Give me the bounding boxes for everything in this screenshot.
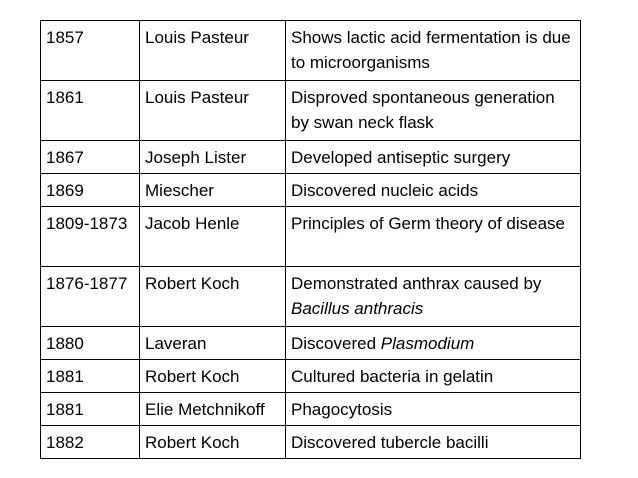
event-italic-text: Plasmodium xyxy=(380,334,475,353)
table-row xyxy=(41,21,581,81)
year-cell: 1882 xyxy=(41,426,140,459)
table-row xyxy=(41,174,581,207)
event-italic-text: Bacillus anthracis xyxy=(291,299,424,318)
year-cell: 1881 xyxy=(41,360,140,393)
event-cell: Principles of Germ theory of disease xyxy=(286,207,581,267)
event-cell: Developed antiseptic surgery xyxy=(286,141,581,174)
event-cell xyxy=(286,327,581,360)
year-cell: 1857 xyxy=(41,21,140,81)
year-cell: 1876-1877 xyxy=(41,267,140,327)
person-cell: Robert Koch xyxy=(140,360,286,393)
table-row xyxy=(41,327,581,360)
history-table xyxy=(40,20,581,459)
event-cell: Shows lactic acid fermentation is due to microorganisms xyxy=(286,21,581,81)
person-cell: Laveran xyxy=(140,327,286,360)
table-row xyxy=(41,81,581,141)
person-cell: Louis Pasteur xyxy=(140,21,286,81)
event-cell: Discovered tubercle bacilli xyxy=(286,426,581,459)
table-row xyxy=(41,360,581,393)
person-cell: Jacob Henle xyxy=(140,207,286,267)
person-cell: Joseph Lister xyxy=(140,141,286,174)
event-text: Discovered xyxy=(291,334,377,353)
event-cell: Disproved spontaneous generation by swan neck flask xyxy=(286,81,581,141)
year-cell: 1861 xyxy=(41,81,140,141)
person-cell: Miescher xyxy=(140,174,286,207)
event-cell xyxy=(286,267,581,327)
table-row xyxy=(41,393,581,426)
event-cell: Discovered nucleic acids xyxy=(286,174,581,207)
year-cell: 1880 xyxy=(41,327,140,360)
table-row xyxy=(41,267,581,327)
event-text: Demonstrated anthrax caused by xyxy=(291,274,542,293)
year-cell: 1869 xyxy=(41,174,140,207)
event-cell: Phagocytosis xyxy=(286,393,581,426)
table-row xyxy=(41,426,581,459)
person-cell: Elie Metchnikoff xyxy=(140,393,286,426)
person-cell: Robert Koch xyxy=(140,426,286,459)
person-cell: Robert Koch xyxy=(140,267,286,327)
year-cell: 1809-1873 xyxy=(41,207,140,267)
person-cell: Louis Pasteur xyxy=(140,81,286,141)
year-cell: 1881 xyxy=(41,393,140,426)
year-cell: 1867 xyxy=(41,141,140,174)
table-row xyxy=(41,207,581,267)
table-row xyxy=(41,141,581,174)
event-cell: Cultured bacteria in gelatin xyxy=(286,360,581,393)
